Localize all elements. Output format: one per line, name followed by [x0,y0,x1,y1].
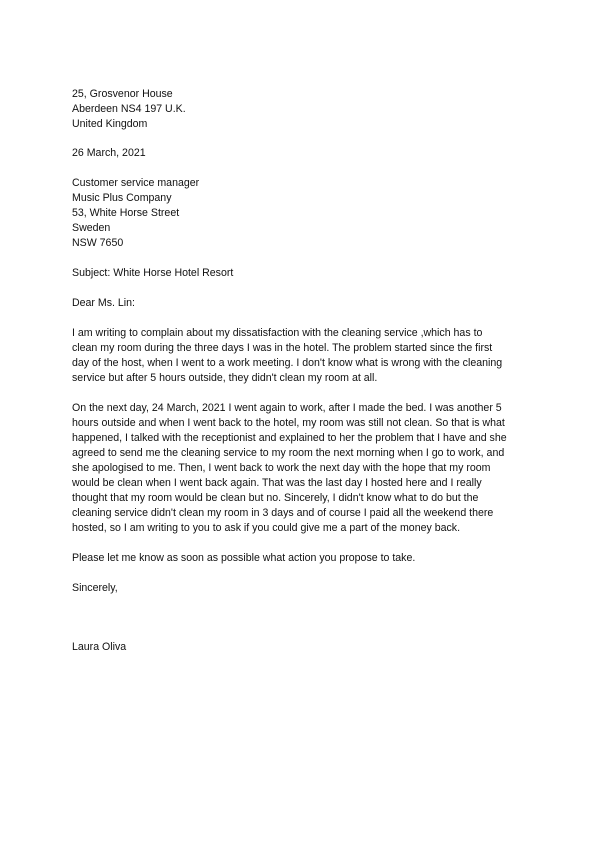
paragraph-line: happened, I talked with the receptionist and explained to her the problem that I have and she [72,432,507,444]
paragraph-line: service but after 5 hours outside, they didn't clean my room at all. [72,372,378,384]
closing [72,581,532,596]
paragraph-line: On the next day, 24 March, 2021 I went again to work, after I made the bed. I was another 5 [72,402,502,414]
paragraph-line: she apologised to me. Then, I went back to work the next day with the hope that my room [72,462,491,474]
subject-line [72,266,532,281]
body-paragraph-3 [72,551,532,566]
recipient-address [72,176,532,251]
closing-text: Sincerely, [72,582,118,594]
paragraph-line: clean my room during the three days I was in the hotel. The problem started since the first [72,342,493,354]
paragraph-line: cleaning service didn't clean my room in 3 days and of course I paid all the weekend there [72,507,494,519]
sender-address-line: Aberdeen NS4 197 U.K. [72,103,186,115]
paragraph-line: thought that my room would be clean but no. Sincerely, I didn't know what to do but the [72,492,479,504]
paragraph-line: agreed to send me the cleaning service to my room the next morning when I go to work, and [72,447,505,459]
recipient-address-line: Music Plus Company [72,192,172,204]
recipient-address-line: Sweden [72,222,111,234]
sender-address [72,87,532,132]
letter-page [72,87,532,655]
signature-name: Laura Oliva [72,641,127,653]
body-paragraph-2 [72,401,532,536]
recipient-address-line: NSW 7650 [72,237,124,249]
paragraph-line: Please let me know as soon as possible what action you propose to take. [72,552,416,564]
paragraph-line: hosted, so I am writing to you to ask if you could give me a part of the money back. [72,522,461,534]
recipient-address-line: Customer service manager [72,177,200,189]
salutation [72,296,532,311]
body-paragraph-1 [72,326,532,386]
signature [72,640,532,655]
sender-address-line: United Kingdom [72,118,148,130]
paragraph-line: would be clean when I went back again. That was the last day I hosted here and I really [72,477,482,489]
date-text: 26 March, 2021 [72,147,146,159]
recipient-address-line: 53, White Horse Street [72,207,180,219]
paragraph-line: I am writing to complain about my dissatisfaction with the cleaning service ,which has to [72,327,483,339]
sender-address-line: 25, Grosvenor House [72,88,173,100]
subject-text: Subject: White Horse Hotel Resort [72,267,234,279]
salutation-text: Dear Ms. Lin: [72,297,135,309]
paragraph-line: day of the host, when I went to a work meeting. I don't know what is wrong with the cleaning [72,357,503,369]
paragraph-line: hours outside and when I went back to the hotel, my room was still not clean. So that is what [72,417,505,429]
letter-date [72,146,532,161]
